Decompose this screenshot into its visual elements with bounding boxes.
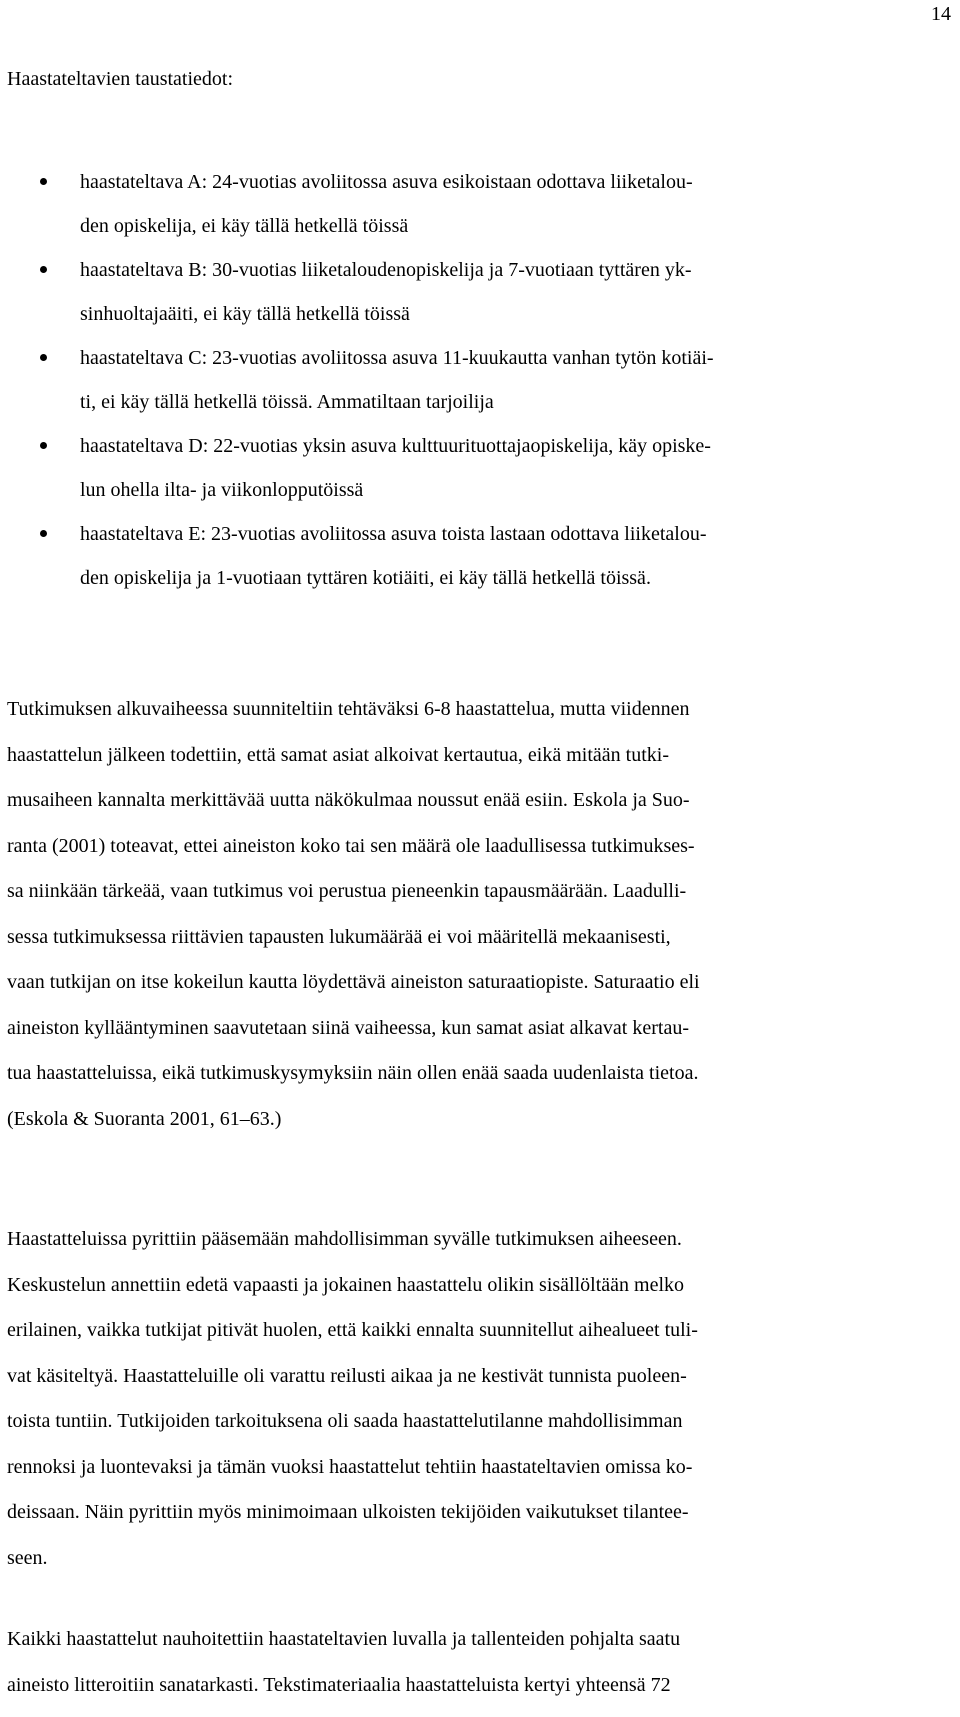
paragraph-line: tua haastatteluissa, eikä tutkimuskysymyksiin näin ollen enää saada uudenlaista tietoa. — [7, 1062, 699, 1084]
list-item-c — [0, 336, 960, 424]
paragraph-line: seen. — [7, 1546, 48, 1569]
paragraph-line: toista tuntiin. Tutkijoiden tarkoituksena oli saada haastattelutilanne mahdollisimman — [7, 1410, 683, 1432]
paragraph-line: (Eskola & Suoranta 2001, 61–63.) — [7, 1107, 282, 1130]
list-item-line: sinhuoltajaäiti, ei käy tällä hetkellä töissä — [80, 303, 410, 325]
bullet-icon — [40, 530, 47, 537]
bullet-icon — [40, 178, 47, 185]
list-item-line: haastateltava B: 30-vuotias liiketaloudenopiskelija ja 7-vuotiaan tyttären yk- — [80, 259, 692, 281]
paragraph-line: Haastatteluissa pyrittiin pääsemään mahdollisimman syvälle tutkimuksen aiheeseen. — [7, 1228, 682, 1250]
paragraph-line: Keskustelun annettiin edetä vapaasti ja jokainen haastattelu olikin sisällöltään melko — [7, 1273, 685, 1296]
paragraph-line: aineiston kyllääntyminen saavutetaan siinä vaiheessa, kun samat asiat alkavat kertau- — [7, 1016, 689, 1039]
list-item-a — [0, 160, 960, 248]
paragraph-line: deissaan. Näin pyrittiin myös minimoimaan ulkoisten tekijöiden vaikutukset tilantee- — [7, 1501, 689, 1523]
paragraph-transcription — [7, 1617, 957, 1708]
paragraph-line: rennoksi ja luontevaksi ja tämän vuoksi haastattelut tehtiin haastateltavien omissa ko- — [7, 1455, 693, 1478]
paragraph-line: ranta (2001) toteavat, ettei aineiston koko tai sen määrä ole laadullisessa tutkimukses- — [7, 834, 695, 857]
background-info-list — [0, 160, 960, 600]
list-item-line: haastateltava A: 24-vuotias avoliitossa asuva esikoistaan odottava liiketalou- — [80, 171, 693, 193]
list-item-line: den opiskelija ja 1-vuotiaan tyttären kotiäiti, ei käy tällä hetkellä töissä. — [80, 567, 651, 589]
list-item-line: haastateltava C: 23-vuotias avoliitossa asuva 11-kuukautta vanhan tytön kotiäi- — [80, 347, 714, 369]
list-item-b — [0, 248, 960, 336]
list-item-line: haastateltava D: 22-vuotias yksin asuva kulttuurituottajaopiskelija, käy opiske- — [80, 435, 711, 457]
list-item-e — [0, 512, 960, 600]
bullet-icon — [40, 354, 47, 361]
list-item-line: ti, ei käy tällä hetkellä töissä. Ammatiltaan tarjoilija — [80, 391, 494, 413]
list-item-d — [0, 424, 960, 512]
paragraph-line: vaan tutkijan on itse kokeilun kautta löydettävä aineiston saturaatiopiste. Saturaatio eli — [7, 971, 700, 993]
list-item-line: den opiskelija, ei käy tällä hetkellä töissä — [80, 215, 409, 237]
page-number: 14 — [931, 3, 951, 25]
paragraph-line: aineisto litteroitiin sanatarkasti. Tekstimateriaalia haastatteluista kertyi yhteensä 72 — [7, 1673, 671, 1696]
list-item-line: haastateltava E: 23-vuotias avoliitossa asuva toista lastaan odottava liiketalou- — [80, 523, 707, 545]
paragraph-line: Tutkimuksen alkuvaiheessa suunniteltiin tehtäväksi 6-8 haastattelua, mutta viidennen — [7, 698, 690, 720]
paragraph-line: haastattelun jälkeen todettiin, että samat asiat alkoivat kertautua, eikä mitään tutki- — [7, 743, 669, 766]
paragraph-line: sa niinkään tärkeää, vaan tutkimus voi perustua pieneenkin tapausmäärään. Laadulli- — [7, 880, 687, 902]
bullet-icon — [40, 442, 47, 449]
section-heading: Haastateltavien taustatiedot: — [7, 68, 234, 90]
paragraph-sample-size — [7, 687, 957, 1142]
paragraph-interview-conduct — [7, 1217, 957, 1581]
paragraph-line: erilainen, vaikka tutkijat pitivät huolen, että kaikki ennalta suunnitellut aihealueet tuli- — [7, 1319, 698, 1341]
paragraph-line: vat käsiteltyä. Haastatteluille oli varattu reilusti aikaa ja ne kestivät tunnista puoleen- — [7, 1364, 687, 1387]
paragraph-line: sessa tutkimuksessa riittävien tapausten lukumäärää ei voi määritellä mekaanisesti, — [7, 925, 671, 948]
paragraph-line: Kaikki haastattelut nauhoitettiin haastateltavien luvalla ja tallenteiden pohjalta saatu — [7, 1628, 681, 1650]
list-item-line: lun ohella ilta- ja viikonlopputöissä — [80, 479, 364, 501]
bullet-icon — [40, 266, 47, 273]
paragraph-line: musaiheen kannalta merkittävää uutta näkökulmaa noussut enää esiin. Eskola ja Suo- — [7, 789, 690, 811]
